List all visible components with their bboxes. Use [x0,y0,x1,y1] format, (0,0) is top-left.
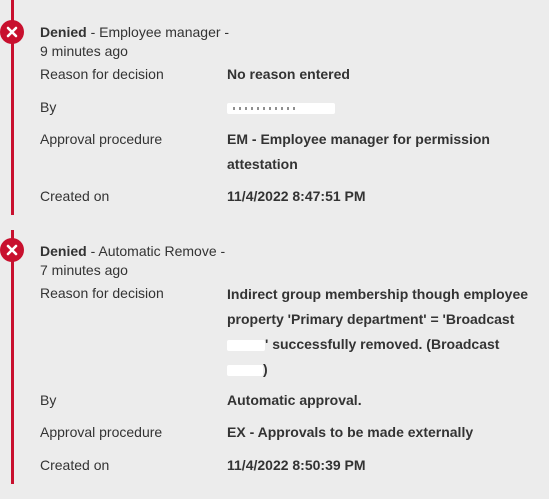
reason-text-part2: ' successfully removed. (Broadcast [265,336,500,352]
created-value: 11/4/2022 8:47:51 PM [227,188,366,204]
redacted-text [227,340,265,351]
procedure-label: Approval procedure [40,424,163,440]
status-label: Denied [40,24,87,40]
by-label: By [40,99,57,115]
procedure-label: Approval procedure [40,131,163,147]
time-ago: 9 minutes ago [40,43,128,59]
time-ago: 7 minutes ago [40,262,128,278]
approval-entry [0,0,549,215]
reason-text-part1: Indirect group membership though employee property 'Primary department' = 'Broadcast [227,286,529,327]
reason-label: Reason for decision [40,285,164,301]
approver-text: - Automatic Remove - [90,243,226,259]
timeline-line [11,230,14,484]
entry-header [40,23,240,61]
procedure-text: - Approvals to be made externally [245,424,474,440]
reason-value [227,282,537,382]
procedure-text: - Employee manager for permission attestation [227,131,490,172]
entry-header [40,242,240,280]
procedure-value [227,127,537,177]
created-value: 11/4/2022 8:50:39 PM [227,457,366,473]
reason-label: Reason for decision [40,66,164,82]
by-label: By [40,392,57,408]
created-label: Created on [40,457,110,473]
by-value [227,95,537,120]
procedure-value [227,420,537,445]
reason-text-part3: ) [263,361,268,377]
redacted-name [227,103,335,114]
approval-entry [0,230,549,499]
denied-x-icon [0,238,24,262]
by-value: Automatic approval. [227,392,362,408]
denied-x-icon [0,20,24,44]
status-label: Denied [40,243,87,259]
procedure-code: EX [227,424,246,440]
created-label: Created on [40,188,110,204]
redacted-text [227,365,263,376]
procedure-code: EM [227,131,248,147]
reason-value: No reason entered [227,66,350,82]
approver-text: - Employee manager - [90,24,230,40]
